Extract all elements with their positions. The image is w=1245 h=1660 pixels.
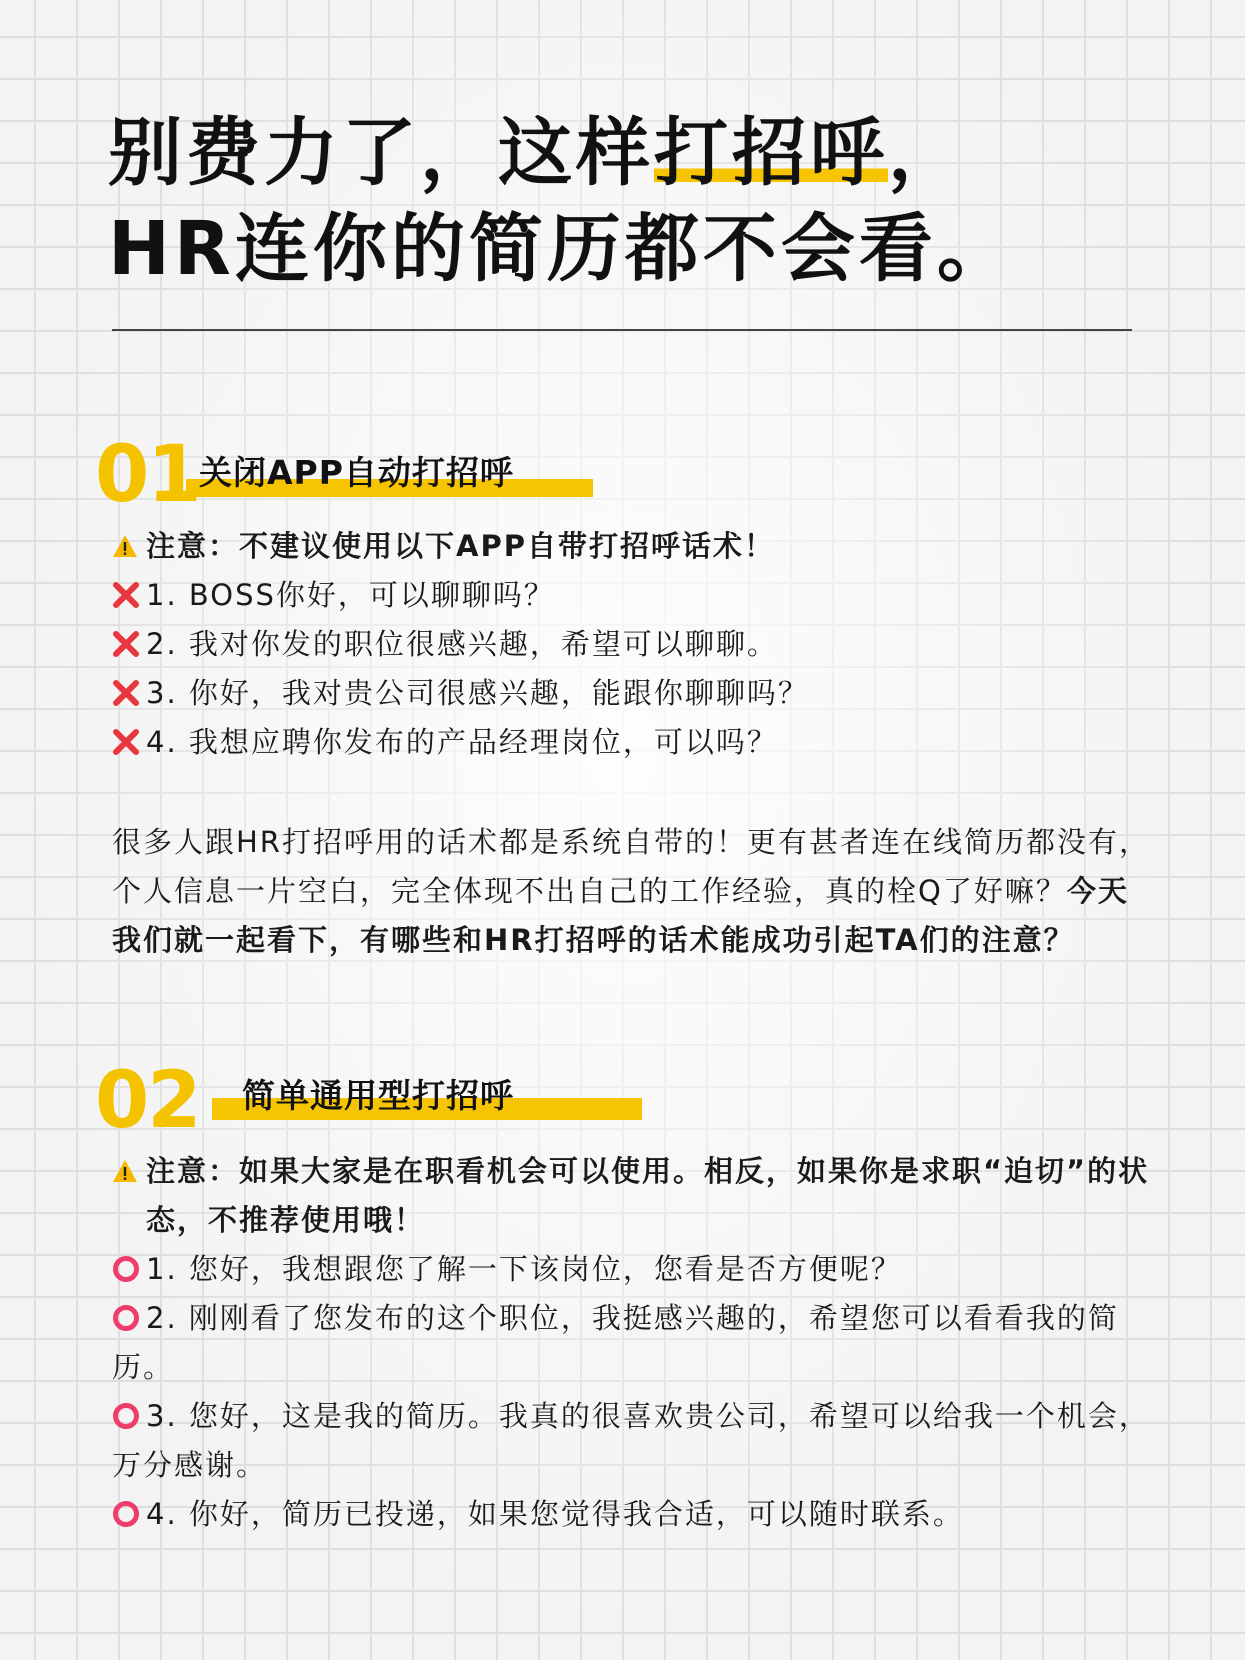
circle-icon — [112, 1490, 146, 1539]
title-highlight: 打招呼 — [654, 110, 888, 196]
cross-icon — [112, 571, 146, 620]
bad-example-item: 4. 我想应聘你发布的产品经理岗位，可以吗？ — [112, 718, 1152, 767]
divider — [112, 329, 1132, 331]
circle-icon — [112, 1294, 146, 1343]
section-2-heading: 简单通用型打招呼 — [242, 1076, 514, 1115]
warning-icon — [112, 1147, 146, 1196]
good-example-item: 2. 刚刚看了您发布的这个职位，我挺感兴趣的，希望您可以看看我的简历。 — [112, 1294, 1152, 1392]
intro-bold-text: 今天我们就一起看下，有哪些和HR打招呼的话术能成功引起TA们的注意？ — [112, 874, 1129, 957]
good-example-item: 3. 您好，这是我的简历。我真的很喜欢贵公司，希望可以给我一个机会，万分感谢。 — [112, 1392, 1152, 1490]
bad-example-item: 1. BOSS你好，可以聊聊吗？ — [112, 571, 1152, 620]
intro-paragraph — [112, 818, 1152, 965]
good-example-item: 4. 你好，简历已投递，如果您觉得我合适，可以随时联系。 — [112, 1490, 1152, 1539]
cross-icon — [112, 718, 146, 767]
intro-text: 很多人跟HR打招呼用的话术都是系统自带的！更有甚者连在线简历都没有，个人信息一片空白，完全体现不出自己的工作经验，真的栓Q了好嘛？ — [112, 825, 1150, 908]
circle-icon — [112, 1245, 146, 1294]
section-2-body — [112, 1147, 1152, 1539]
bad-example-item: 2. 我对你发的职位很感兴趣，希望可以聊聊。 — [112, 620, 1152, 669]
cross-icon — [112, 669, 146, 718]
section-1-note: 注意：不建议使用以下APP自带打招呼话术！ — [112, 522, 1152, 571]
circle-icon — [112, 1392, 146, 1441]
section-2-number: 02 — [95, 1056, 200, 1146]
bad-example-item: 3. 你好，我对贵公司很感兴趣，能跟你聊聊吗？ — [112, 669, 1152, 718]
cross-icon — [112, 620, 146, 669]
section-2-note: 注意：如果大家是在职看机会可以使用。相反，如果你是求职“迫切”的状态，不推荐使用哦！ — [112, 1147, 1152, 1245]
section-1-number: 01 — [95, 430, 200, 520]
page-title — [108, 105, 1168, 297]
warning-icon — [112, 522, 146, 571]
section-1-body — [112, 522, 1152, 767]
title-line-2: HR连你的简历都不会看。 — [108, 206, 1015, 292]
section-1-heading: 关闭APP自动打招呼 — [199, 453, 514, 492]
title-line-1: 别费力了，这样打招呼， — [108, 110, 966, 196]
good-example-item: 1. 您好，我想跟您了解一下该岗位，您看是否方便呢？ — [112, 1245, 1152, 1294]
